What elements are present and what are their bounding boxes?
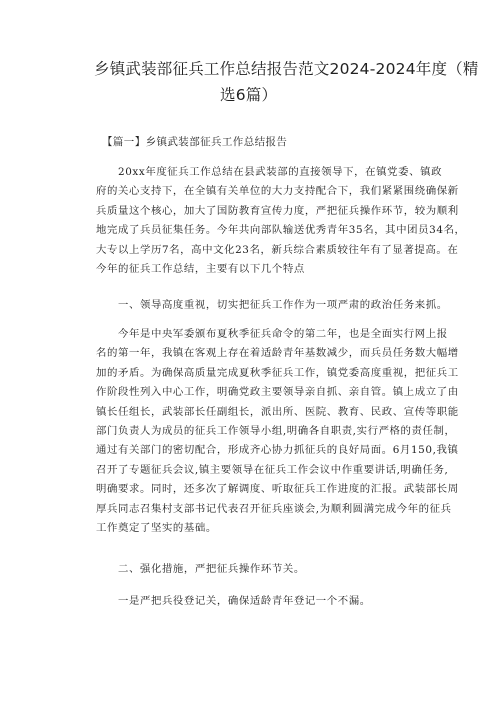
paragraph-line: 府的关心支持下，在全镇有关单位的大力支持配合下，我们紧紧围绕确保新: [96, 185, 459, 198]
document-title: [72, 56, 479, 108]
paragraph-line: 一是严把兵役登记关，确保适龄青年登记一个不漏。: [96, 595, 371, 607]
document-title-line-2: 选6篇）: [220, 86, 278, 104]
paragraph-line: 加的矛盾。为确保高质量完成夏秋季征兵工作，镇党委高度重视，把征兵工: [96, 366, 459, 379]
paragraph-line: 部门负责人为成员的征兵工作领导小组,明确各自职责,实行严格的责任制，: [96, 425, 456, 438]
heading-1: 一、领导高度重视，切实把征兵工作作为一项严肃的政治任务来抓。: [96, 299, 448, 311]
paragraph-line: 大专以上学历7名，高中文化23名，新兵综合素质较往年有了显著提高。在: [96, 243, 459, 256]
section-title: 【篇一】乡镇武装部征兵工作总结报告: [102, 136, 288, 148]
paragraph-line: 20xx年度征兵工作总结在县武装部的直接领导下，在镇党委、镇政: [96, 166, 443, 178]
paragraph-line: 地完成了兵员征集任务。今年共向部队输送优秀青年35名，其中团员34名，: [96, 224, 466, 237]
heading-2: 二、强化措施，严把征兵操作环节关。: [96, 563, 305, 575]
paragraph-2: [96, 325, 459, 538]
paragraph-line: 镇长任组长，武装部长任副组长，派出所、医院、教育、民政、宣传等职能: [96, 405, 459, 418]
paragraph-line: 今年的征兵工作总结，主要有以下几个特点: [96, 263, 305, 276]
document-title-line-1: 乡镇武装部征兵工作总结报告范文2024-2024年度（精: [94, 60, 479, 78]
paragraph-1: [96, 163, 466, 279]
paragraph-line: 厚兵同志召集村支部书记代表召开征兵座谈会,为顺利圆满完成今年的征兵: [96, 502, 452, 515]
paragraph-line: 兵质量这个核心，加大了国防教育宣传力度，严把征兵操作环节，较为顺利: [96, 204, 459, 217]
paragraph-line: 工作奠定了坚实的基础。: [96, 522, 217, 535]
paragraph-line: 今年是中央军委颁布夏秋季征兵命令的第二年，也是全面实行网上报: [96, 328, 448, 340]
paragraph-line: 明确要求。同时，还多次了解调度、听取征兵工作进度的汇报。武装部长周: [96, 483, 459, 496]
paragraph-line: 作阶段性列入中心工作，明确党政主要领导亲自抓、亲自管。镇上成立了由: [96, 386, 459, 399]
paragraph-line: 召开了专题征兵会议,镇主要领导在征兵工作会议中作重要讲话,明确任务,: [96, 463, 449, 476]
paragraph-3: [96, 592, 410, 611]
paragraph-line: 名的第一年，我镇在客观上存在着适龄青年基数减少，而兵员任务数大幅增: [96, 347, 459, 360]
paragraph-line: 通过有关部门的密切配合，形成齐心协力抓征兵的良好局面。6月150,我镇: [96, 444, 459, 457]
